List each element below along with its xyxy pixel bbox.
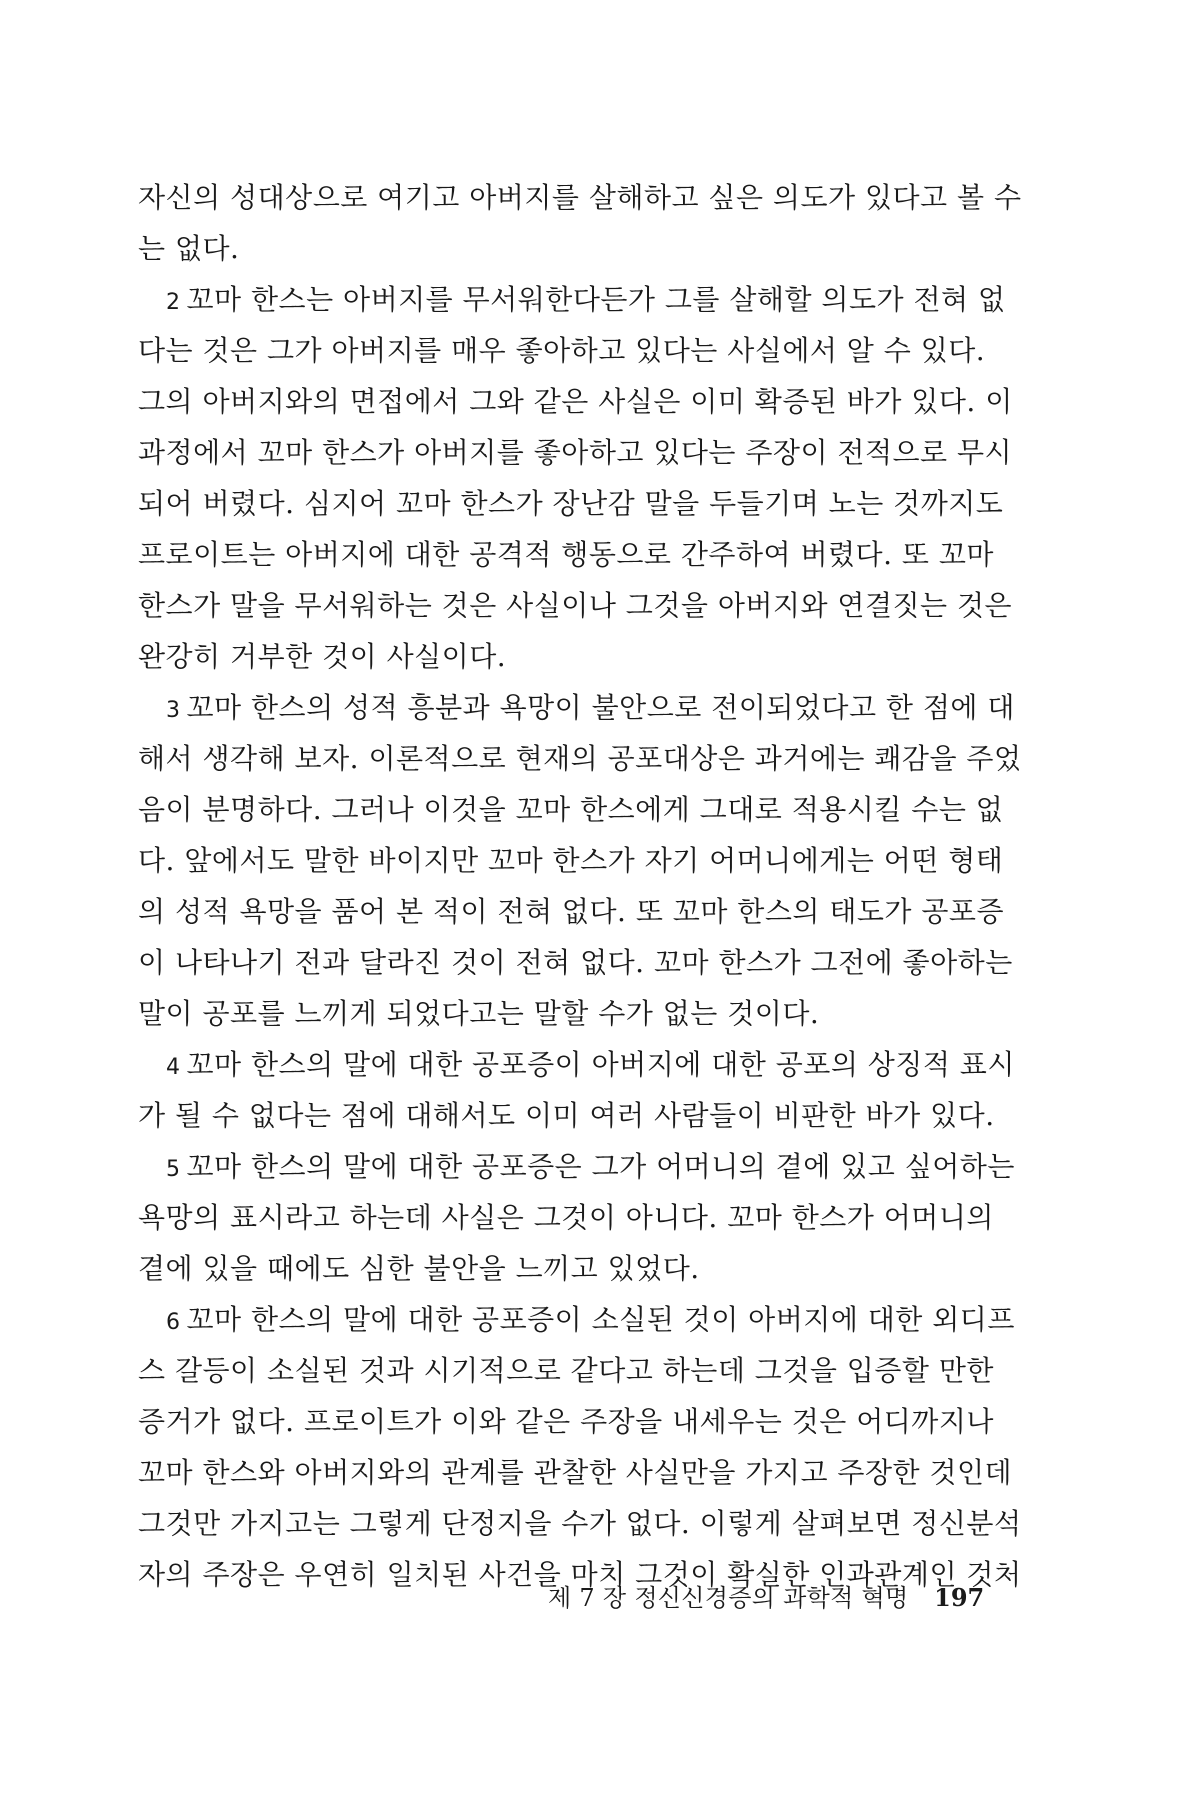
paragraph-2-first-line: 2 꼬마 한스는 아버지를 무서워한다든가 그를 살해할 의도가 전혀 없 (166, 283, 1006, 316)
text-line: 곁에 있을 때에도 심한 불안을 느끼고 있었다. (138, 1252, 700, 1285)
text-line: 스 갈등이 소실된 것과 시기적으로 같다고 하는데 그것을 입증할 만한 (138, 1354, 994, 1387)
text-line: 음이 분명하다. 그러나 이것을 꼬마 한스에게 그대로 적용시킬 수는 없 (138, 793, 1004, 826)
text-line: 말이 공포를 느끼게 되었다고는 말할 수가 없는 것이다. (138, 997, 820, 1030)
paragraph-number: 3 (166, 698, 181, 723)
text-line: 한스가 말을 무서워하는 것은 사실이나 그것을 아버지와 연결짓는 것은 (138, 589, 1013, 622)
text-line: 그것만 가지고는 그렇게 단정지을 수가 없다. 이렇게 살펴보면 정신분석 (138, 1507, 1022, 1540)
page-number: 197 (934, 1583, 985, 1612)
page-footer (548, 1578, 1008, 1618)
text-line: 증거가 없다. 프로이트가 이와 같은 주장을 내세우는 것은 어디까지나 (138, 1405, 994, 1438)
text-line: 다는 것은 그가 아버지를 매우 좋아하고 있다는 사실에서 알 수 있다. (138, 334, 986, 367)
paragraph-number: 5 (166, 1157, 181, 1182)
paragraph-3-first-line: 3 꼬마 한스의 성적 흥분과 욕망이 불안으로 전이되었다고 한 점에 대 (166, 691, 1015, 724)
text-line: 그의 아버지와의 면접에서 그와 같은 사실은 이미 확증된 바가 있다. 이 (138, 385, 1013, 418)
running-title: 제 7 장 정신신경증의 과학적 혁명 (548, 1584, 909, 1612)
text-line: 프로이트는 아버지에 대한 공격적 행동으로 간주하여 버렸다. 또 꼬마 (138, 538, 994, 571)
paragraph-number: 6 (166, 1310, 181, 1335)
text-line: 의 성적 욕망을 품어 본 적이 전혀 없다. 또 꼬마 한스의 태도가 공포증 (138, 895, 1005, 928)
text-line: 완강히 거부한 것이 사실이다. (138, 640, 507, 673)
body-text (138, 172, 1032, 1600)
text-line: 욕망의 표시라고 하는데 사실은 그것이 아니다. 꼬마 한스가 어머니의 (138, 1201, 994, 1234)
paragraph-number: 4 (166, 1055, 181, 1080)
text-line: 과정에서 꼬마 한스가 아버지를 좋아하고 있다는 주장이 전적으로 무시 (138, 436, 1013, 469)
paragraph-5-first-line: 5 꼬마 한스의 말에 대한 공포증은 그가 어머니의 곁에 있고 싶어하는 (166, 1150, 1015, 1183)
paragraph-4-first-line: 4 꼬마 한스의 말에 대한 공포증이 아버지에 대한 공포의 상징적 표시 (166, 1048, 1015, 1081)
text-line: 되어 버렸다. 심지어 꼬마 한스가 장난감 말을 두들기며 노는 것까지도 (138, 487, 1004, 520)
paragraph-6-first-line: 6 꼬마 한스의 말에 대한 공포증이 소실된 것이 아버지에 대한 외디프 (166, 1303, 1015, 1336)
text-line: 자의 주장은 우연히 일치된 사건을 마치 그것이 확실한 인과관계인 것처 (138, 1558, 1022, 1591)
text-line: 다. 앞에서도 말한 바이지만 꼬마 한스가 자기 어머니에게는 어떤 형태 (138, 844, 1004, 877)
paragraph-number: 2 (166, 290, 181, 315)
text-line: 가 될 수 없다는 점에 대해서도 이미 여러 사람들이 비판한 바가 있다. (138, 1099, 995, 1132)
text-line: 꼬마 한스와 아버지와의 관계를 관찰한 사실만을 가지고 주장한 것인데 (138, 1456, 1013, 1489)
text-line: 이 나타나기 전과 달라진 것이 전혀 없다. 꼬마 한스가 그전에 좋아하는 (138, 946, 1013, 979)
text-line: 자신의 성대상으로 여기고 아버지를 살해하고 싶은 의도가 있다고 볼 수 (138, 181, 1022, 214)
text-line: 는 없다. (138, 232, 240, 265)
text-line: 해서 생각해 보자. 이론적으로 현재의 공포대상은 과거에는 쾌감을 주었 (138, 742, 1022, 775)
